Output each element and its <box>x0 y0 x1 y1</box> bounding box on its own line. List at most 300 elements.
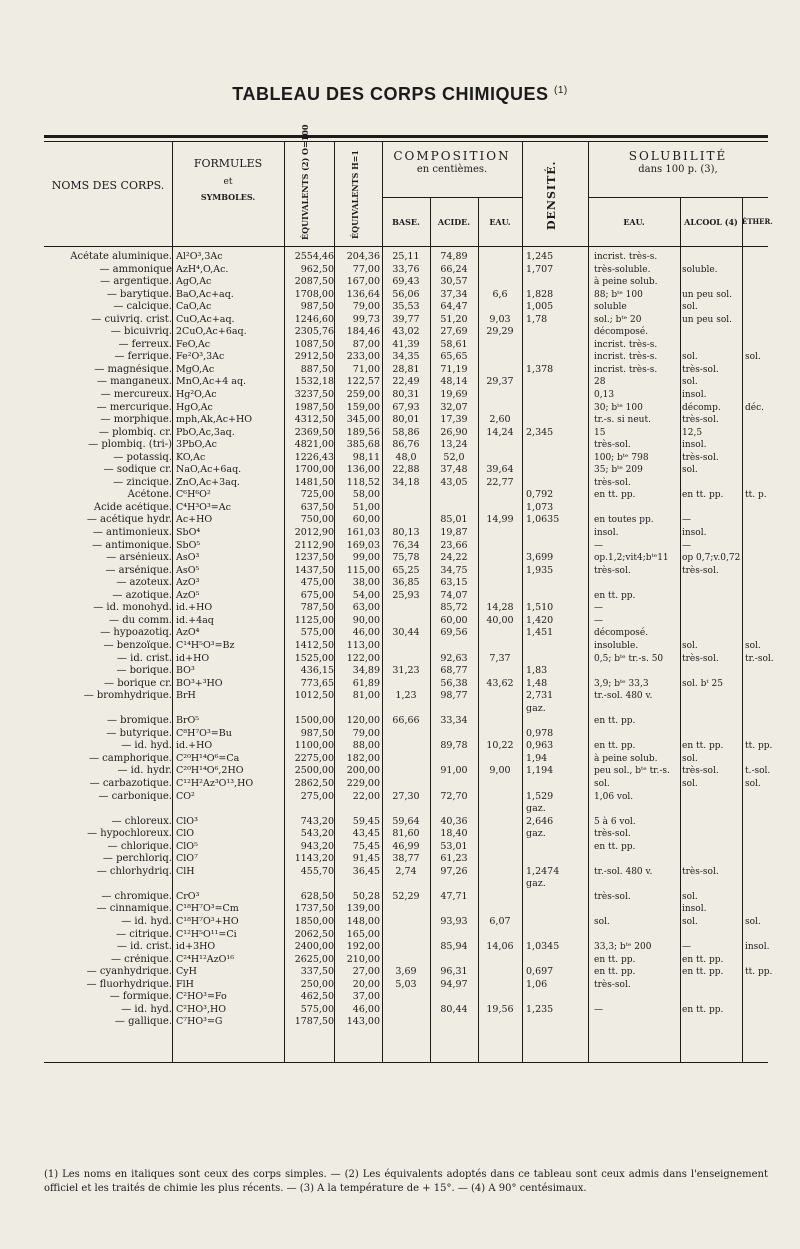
cell-equiv-o: 4312,50 <box>294 414 334 426</box>
cell-sol-eau: en tt. pp. <box>594 490 636 501</box>
cell-formula: C¹⁴H⁵O³=Bz <box>176 639 235 651</box>
cell-base: 25,93 <box>392 589 420 601</box>
cell-acide: 51,20 <box>440 313 468 325</box>
cell-sol-eau: peu sol., bᵗᵉ tr.-s. <box>594 766 670 777</box>
cell-formula: ClO⁵ <box>176 840 198 852</box>
cell-formula: CO² <box>176 790 195 802</box>
cell-acide: 32,07 <box>440 401 468 413</box>
cell-base: 34,18 <box>392 476 420 488</box>
table-row <box>0 577 800 590</box>
table-row <box>0 878 800 891</box>
cell-base: 43,02 <box>392 326 420 338</box>
cell-acide: 69,56 <box>440 627 468 639</box>
cell-name: — id. hydr. <box>117 765 172 777</box>
cell-formula: NaO,Ac+6aq. <box>176 464 242 476</box>
cell-formula: FeO,Ac <box>176 338 211 350</box>
cell-equiv-h: 46,00 <box>352 627 380 639</box>
cell-sol-eau: à peine solub. <box>594 753 658 764</box>
cell-acide: 64,47 <box>440 301 468 313</box>
cell-name: — plombiq. (tri-) <box>88 439 172 451</box>
cell-equiv-h: 90,00 <box>352 614 380 626</box>
cell-sol-eau: en tt. pp. <box>594 741 636 752</box>
cell-base: 69,43 <box>392 276 420 288</box>
table-row <box>0 251 800 264</box>
cell-densite: gaz. <box>526 803 546 815</box>
cell-sol-eau: 1,06 vol. <box>594 791 634 802</box>
cell-equiv-h: 77,00 <box>352 263 380 275</box>
cell-densite: 1,48 <box>526 677 548 689</box>
table-row <box>0 602 800 615</box>
cell-acide: 17,39 <box>440 414 468 426</box>
cell-equiv-h: 79,00 <box>352 301 380 313</box>
header-base: BASE. <box>392 217 420 227</box>
cell-formula: mph,Ak,Ac+HO <box>176 414 253 426</box>
cell-sol-alcool: soluble. <box>682 264 718 275</box>
cell-sol-alcool: insol. <box>682 528 707 539</box>
table-row <box>0 891 800 904</box>
table-row <box>0 753 800 766</box>
cell-name: — butyrique. <box>106 727 172 739</box>
cell-acide: 93,93 <box>440 915 468 927</box>
cell-name: — id. hyd. <box>121 915 172 927</box>
cell-eau: 14,99 <box>486 514 514 526</box>
cell-sol-alcool: insol. <box>682 390 707 401</box>
cell-equiv-o: 2554,46 <box>294 251 334 262</box>
cell-sol-alcool: en tt. pp. <box>682 490 724 501</box>
table-row <box>0 527 800 540</box>
table-row <box>0 427 800 440</box>
cell-densite: 1,828 <box>526 288 554 300</box>
cell-equiv-o: 887,50 <box>300 363 334 375</box>
cell-equiv-h: 34,89 <box>352 665 380 677</box>
cell-sol-eau: incrist. très-s. <box>594 339 658 350</box>
header-formules: FORMULES et SYMBOLES. <box>193 157 263 202</box>
cell-eau: 2,60 <box>489 414 511 426</box>
cell-equiv-h: 54,00 <box>352 589 380 601</box>
cell-equiv-o: 1012,50 <box>294 690 334 702</box>
cell-name: — carbazotique. <box>89 777 172 789</box>
table-row <box>0 389 800 402</box>
cell-sol-eau: 0,13 <box>594 390 615 401</box>
cell-equiv-o: 1437,50 <box>294 564 334 576</box>
cell-formula: id.+HO <box>176 602 213 614</box>
cell-acide: 53,01 <box>440 840 468 852</box>
cell-sol-alcool: un peu sol. <box>682 314 732 325</box>
table-body <box>0 251 800 1029</box>
cell-name: — potassiq. <box>113 451 172 463</box>
cell-formula: AzO⁴ <box>176 627 200 639</box>
cell-base: 59,64 <box>392 815 420 827</box>
cell-equiv-o: 1700,00 <box>294 464 334 476</box>
table-row <box>0 376 800 389</box>
cell-formula: AzO³ <box>176 577 200 589</box>
cell-formula: ClO³ <box>176 815 198 827</box>
cell-eau: 14,06 <box>486 941 514 953</box>
table-row <box>0 351 800 364</box>
cell-sol-alcool: sol. <box>682 352 698 363</box>
header-sol-ether: ÉTHER. <box>742 217 773 226</box>
cell-base: 81,60 <box>392 828 420 840</box>
cell-sol-eau: 15 <box>594 427 606 438</box>
cell-name: — antimonique. <box>92 539 172 551</box>
cell-name: — du comm. <box>109 614 172 626</box>
cell-equiv-h: 87,00 <box>352 338 380 350</box>
cell-sol-eau: op.1,2;vit4;bᵗᵉ11 <box>594 553 669 564</box>
cell-formula: Al²O³,3Ac <box>176 251 223 262</box>
cell-densite: 1,83 <box>526 665 548 677</box>
cell-formula: id+3HO <box>176 941 216 953</box>
cell-sol-alcool: un peu sol. <box>682 289 732 300</box>
cell-sol-eau: décomposé. <box>594 327 649 338</box>
cell-acide: 33,34 <box>440 715 468 727</box>
cell-acide: 37,34 <box>440 288 468 300</box>
cell-equiv-h: 167,00 <box>346 276 380 288</box>
table-row <box>0 841 800 854</box>
cell-formula: MgO,Ac <box>176 363 215 375</box>
header-sol-alcool: ALCOOL (4) <box>684 217 738 227</box>
cell-densite: 1,935 <box>526 564 554 576</box>
cell-equiv-h: 51,00 <box>352 501 380 513</box>
cell-formula: BrO⁵ <box>176 715 200 727</box>
cell-equiv-o: 1125,00 <box>294 614 334 626</box>
cell-acide: 92,63 <box>440 652 468 664</box>
cell-equiv-o: 1737,50 <box>294 903 334 915</box>
cell-equiv-h: 37,00 <box>352 991 380 1003</box>
cell-base: 75,78 <box>392 552 420 564</box>
cell-equiv-h: 91,45 <box>352 853 380 865</box>
cell-eau: 43,62 <box>486 677 514 689</box>
cell-name: — plombiq. cr. <box>98 426 172 438</box>
cell-sol-eau: sol. <box>594 916 610 927</box>
cell-equiv-h: 210,00 <box>346 953 380 965</box>
cell-formula: C¹⁸H⁷O³=Cm <box>176 903 239 915</box>
cell-acide: 85,01 <box>440 514 468 526</box>
cell-densite: 1,0635 <box>526 514 560 526</box>
cell-acide: 60,00 <box>440 614 468 626</box>
cell-equiv-o: 1087,50 <box>294 338 334 350</box>
cell-equiv-o: 1787,50 <box>294 1016 334 1028</box>
table-row <box>0 276 800 289</box>
table-row <box>0 402 800 415</box>
cell-equiv-h: 58,00 <box>352 489 380 501</box>
cell-sol-eau: incrist. très-s. <box>594 252 658 262</box>
cell-equiv-o: 675,00 <box>300 589 334 601</box>
cell-sol-alcool: sol. bᵗ 25 <box>682 678 723 689</box>
cell-formula: Fe²O³,3Ac <box>176 351 225 363</box>
cell-equiv-h: 192,00 <box>346 941 380 953</box>
cell-equiv-h: 148,00 <box>346 915 380 927</box>
cell-formula: KO,Ac <box>176 451 206 463</box>
cell-equiv-o: 250,00 <box>300 978 334 990</box>
composition-subrule <box>382 197 522 198</box>
cell-densite: 1,94 <box>526 752 548 764</box>
cell-densite: 2,345 <box>526 426 554 438</box>
cell-equiv-o: 743,20 <box>300 815 334 827</box>
cell-equiv-o: 725,00 <box>300 489 334 501</box>
cell-sol-alcool: en tt. pp. <box>682 967 724 978</box>
cell-name: — chlorhydriq. <box>96 865 172 877</box>
cell-acide: 18,40 <box>440 828 468 840</box>
cell-sol-eau: en tt. pp. <box>594 967 636 978</box>
cell-base: 67,93 <box>392 401 420 413</box>
cell-sol-alcool: très-sol. <box>682 364 719 375</box>
cell-base: 33,76 <box>392 263 420 275</box>
cell-sol-eau: — <box>594 540 603 551</box>
cell-sol-ether: insol. <box>745 942 770 953</box>
cell-formula: C⁷HO³=G <box>176 1016 223 1028</box>
cell-name: — perchloriq. <box>102 853 172 865</box>
cell-eau: 19,56 <box>486 1003 514 1015</box>
cell-densite: 0,792 <box>526 489 554 501</box>
cell-sol-eau: à peine solub. <box>594 277 658 288</box>
cell-acide: 40,36 <box>440 815 468 827</box>
cell-sol-eau: 88; bᵗᵉ 100 <box>594 289 643 300</box>
cell-formula: SbO⁴ <box>176 527 201 539</box>
cell-densite: 1,245 <box>526 251 554 262</box>
cell-equiv-o: 337,50 <box>300 966 334 978</box>
cell-equiv-h: 136,00 <box>346 464 380 476</box>
cell-equiv-o: 2062,50 <box>294 928 334 940</box>
cell-equiv-h: 22,00 <box>352 790 380 802</box>
cell-sol-alcool: insol. <box>682 440 707 451</box>
cell-equiv-o: 628,50 <box>300 890 334 902</box>
cell-equiv-o: 575,00 <box>300 627 334 639</box>
cell-name: — borique. <box>116 665 172 677</box>
cell-sol-eau: 35; bᵗᵉ 209 <box>594 465 643 476</box>
cell-name: — gallique. <box>114 1016 172 1028</box>
cell-equiv-h: 115,00 <box>346 564 380 576</box>
cell-acide: 71,19 <box>440 363 468 375</box>
cell-sol-alcool: sol. <box>682 640 698 651</box>
cell-sol-eau: soluble <box>594 302 627 313</box>
table-row <box>0 364 800 377</box>
cell-equiv-h: 122,00 <box>346 652 380 664</box>
cell-eau: 9,00 <box>489 765 511 777</box>
table-row <box>0 627 800 640</box>
cell-densite: 1,0345 <box>526 941 560 953</box>
cell-name: — id. hyd. <box>121 740 172 752</box>
cell-formula: C⁶H⁶O² <box>176 489 211 501</box>
cell-equiv-o: 943,20 <box>300 840 334 852</box>
cell-densite: 1,451 <box>526 627 554 639</box>
table-row <box>0 301 800 314</box>
page-title <box>0 84 800 105</box>
cell-formula: FlH <box>176 978 194 990</box>
cell-base: 22,49 <box>392 376 420 388</box>
cell-name: — formique. <box>109 991 172 1003</box>
cell-sol-eau: très-sol. <box>594 477 631 488</box>
cell-name: — bromhydrique. <box>83 690 172 702</box>
cell-sol-eau: tr.-s. si neut. <box>594 415 651 426</box>
table-row <box>0 929 800 942</box>
cell-equiv-h: 136,64 <box>346 288 380 300</box>
cell-name: — ferrique. <box>114 351 172 363</box>
cell-base: 52,29 <box>392 890 420 902</box>
cell-acide: 19,87 <box>440 527 468 539</box>
cell-acide: 85,94 <box>440 941 468 953</box>
cell-acide: 58,61 <box>440 338 468 350</box>
cell-name: — camphorique. <box>88 752 172 764</box>
cell-equiv-o: 2087,50 <box>294 276 334 288</box>
cell-equiv-h: 27,00 <box>352 966 380 978</box>
cell-sol-eau: — <box>594 603 603 614</box>
cell-name: — acétique hydr. <box>86 514 172 526</box>
cell-eau: 14,28 <box>486 602 514 614</box>
cell-equiv-o: 2912,50 <box>294 351 334 363</box>
cell-sol-alcool: insol. <box>682 904 707 915</box>
cell-base: 2,74 <box>395 865 417 877</box>
cell-equiv-h: 159,00 <box>346 401 380 413</box>
cell-equiv-o: 1500,00 <box>294 715 334 727</box>
cell-sol-eau: en tt. pp. <box>594 590 636 601</box>
cell-formula: MnO,Ac+4 aq. <box>176 376 247 388</box>
cell-densite: 1,420 <box>526 614 554 626</box>
cell-acide: 13,24 <box>440 439 468 451</box>
cell-name: — ammonique <box>99 263 172 275</box>
cell-equiv-h: 118,52 <box>346 476 380 488</box>
cell-equiv-o: 787,50 <box>300 602 334 614</box>
cell-base: 5,03 <box>395 978 417 990</box>
table-row <box>0 264 800 277</box>
cell-formula: id.+HO <box>176 740 213 752</box>
cell-formula: BO³+³HO <box>176 677 223 689</box>
table-row <box>0 991 800 1004</box>
cell-sol-eau: insol. <box>594 528 619 539</box>
cell-base: 41,39 <box>392 338 420 350</box>
cell-equiv-h: 38,00 <box>352 577 380 589</box>
cell-equiv-h: 60,00 <box>352 514 380 526</box>
cell-acide: 34,75 <box>440 564 468 576</box>
table-row <box>0 690 800 703</box>
cell-sol-ether: sol. <box>745 916 761 927</box>
cell-sol-alcool: très-sol. <box>682 653 719 664</box>
cell-formula: CrO³ <box>176 890 200 902</box>
cell-equiv-h: 161,03 <box>346 527 380 539</box>
table-row <box>0 916 800 929</box>
cell-sol-ether: sol. <box>745 778 761 789</box>
cell-formula: ClO⁷ <box>176 853 198 865</box>
header-bottom-rule <box>44 246 768 247</box>
cell-formula: 2CuO,Ac+6aq. <box>176 326 247 338</box>
cell-equiv-h: 204,36 <box>346 251 380 262</box>
cell-name: — azotique. <box>112 589 172 601</box>
cell-name: — bicuivriq. <box>110 326 172 338</box>
cell-acide: 97,26 <box>440 865 468 877</box>
cell-name: — zincique. <box>113 476 172 488</box>
cell-sol-ether: t.-sol. <box>745 766 771 777</box>
cell-base: 27,30 <box>392 790 420 802</box>
cell-name: — mercureux. <box>100 389 172 401</box>
cell-equiv-o: 1412,50 <box>294 639 334 651</box>
cell-acide: 37,48 <box>440 464 468 476</box>
table-row <box>0 540 800 553</box>
cell-equiv-o: 987,50 <box>300 301 334 313</box>
cell-acide: 48,14 <box>440 376 468 388</box>
cell-equiv-h: 345,00 <box>346 414 380 426</box>
cell-acide: 85,72 <box>440 602 468 614</box>
cell-sol-alcool: très-sol. <box>682 766 719 777</box>
cell-formula: ZnO,Ac+3aq. <box>176 476 240 488</box>
cell-name: — cinnamique. <box>96 903 172 915</box>
cell-formula: SbO⁵ <box>176 539 201 551</box>
cell-base: 39,77 <box>392 313 420 325</box>
cell-acide: 74,89 <box>440 251 468 262</box>
cell-formula: ClO <box>176 828 195 840</box>
cell-eau: 29,29 <box>486 326 514 338</box>
cell-equiv-h: 61,89 <box>352 677 380 689</box>
cell-formula: BO³ <box>176 665 195 677</box>
top-rule-thin <box>44 141 768 142</box>
cell-eau: 6,6 <box>492 288 508 300</box>
cell-name: — borique cr. <box>104 677 172 689</box>
table-row <box>0 765 800 778</box>
cell-equiv-o: 436,15 <box>300 665 334 677</box>
cell-densite: 1,073 <box>526 501 554 513</box>
cell-sol-eau: sol.; bᵗᵉ 20 <box>594 314 642 325</box>
cell-sol-alcool: en tt. pp. <box>682 954 724 965</box>
cell-base: 36,85 <box>392 577 420 589</box>
table-row <box>0 289 800 302</box>
table-row <box>0 464 800 477</box>
cell-formula: Hg²O,Ac <box>176 389 217 401</box>
cell-equiv-h: 99,73 <box>352 313 380 325</box>
cell-formula: AzH⁴,O,Ac. <box>176 263 229 275</box>
cell-equiv-o: 2400,00 <box>294 941 334 953</box>
cell-equiv-o: 462,50 <box>300 991 334 1003</box>
cell-acide: 80,44 <box>440 1003 468 1015</box>
cell-equiv-h: 59,45 <box>352 815 380 827</box>
cell-sol-alcool: 12,5 <box>682 427 703 438</box>
cell-sol-alcool: très-sol. <box>682 866 719 877</box>
cell-base: 56,06 <box>392 288 420 300</box>
cell-densite: 1,510 <box>526 602 554 614</box>
cell-base: 80,13 <box>392 527 420 539</box>
cell-equiv-o: 1226,43 <box>294 451 334 463</box>
footnote: (1) Les noms en italiques sont ceux des corps simples. — (2) Les équivalents adoptés dans ce tableau sont ceux admis dans l'enseignement officiel et les traités de chimie les plus récents. — (3) A la température de + 15°. — (4) A 90° centésimaux. <box>44 1169 768 1194</box>
cell-densite: 0,963 <box>526 740 554 752</box>
cell-formula: C¹²H²Az³O¹³,HO <box>176 777 254 789</box>
cell-sol-alcool: — <box>682 515 691 526</box>
cell-eau: 9,03 <box>489 313 511 325</box>
table-row <box>0 816 800 829</box>
cell-equiv-o: 1987,50 <box>294 401 334 413</box>
cell-name: — hypoazotiq. <box>100 627 172 639</box>
cell-equiv-h: 139,00 <box>346 903 380 915</box>
cell-formula: PbO,Ac,3aq. <box>176 426 235 438</box>
cell-sol-eau: insoluble. <box>594 640 639 651</box>
cell-eau: 40,00 <box>486 614 514 626</box>
cell-equiv-o: 1481,50 <box>294 476 334 488</box>
cell-equiv-o: 773,65 <box>300 677 334 689</box>
cell-densite: 0,978 <box>526 727 554 739</box>
cell-equiv-h: 120,00 <box>346 715 380 727</box>
cell-name: — cyanhydrique. <box>86 966 172 978</box>
cell-densite: 1,005 <box>526 301 554 313</box>
cell-formula: id+HO <box>176 652 210 664</box>
cell-sol-alcool: sol. <box>682 916 698 927</box>
table-row <box>0 615 800 628</box>
cell-equiv-o: 1246,60 <box>294 313 334 325</box>
cell-equiv-o: 275,00 <box>300 790 334 802</box>
cell-sol-alcool: sol. <box>682 753 698 764</box>
cell-sol-alcool: très-sol. <box>682 452 719 463</box>
cell-formula: ClH <box>176 865 195 877</box>
cell-equiv-h: 88,00 <box>352 740 380 752</box>
table-row <box>0 678 800 691</box>
cell-formula: C¹⁸H⁷O³+HO <box>176 915 239 927</box>
cell-acide: 30,57 <box>440 276 468 288</box>
cell-sol-eau: 100; bᵗᵉ 798 <box>594 452 649 463</box>
